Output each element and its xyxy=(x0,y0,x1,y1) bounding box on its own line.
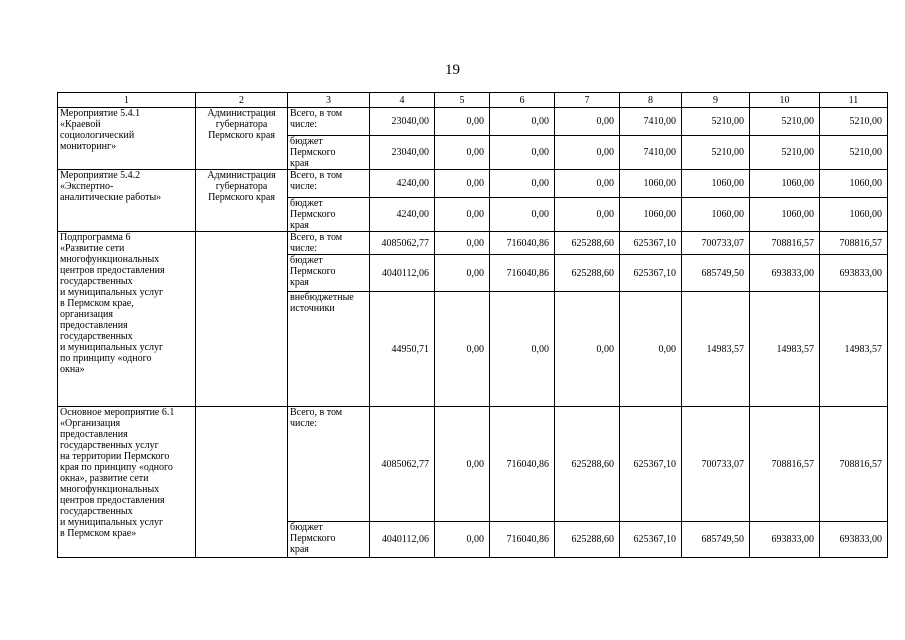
col-header-8: 8 xyxy=(620,93,682,108)
amount-cell: 708816,57 xyxy=(750,232,820,255)
amount-cell: 716040,86 xyxy=(490,255,555,292)
col-header-3: 3 xyxy=(288,93,370,108)
measure-name: Мероприятие 5.4.2 «Экспертно- аналитические работы» xyxy=(58,170,196,232)
amount-cell: 5210,00 xyxy=(820,108,888,136)
amount-cell: 0,00 xyxy=(555,136,620,170)
measure-name: Мероприятие 5.4.1 «Краевой социологический мониторинг» xyxy=(58,108,196,170)
col-header-11: 11 xyxy=(820,93,888,108)
funding-source: бюджет Пермского края xyxy=(288,198,370,232)
amount-cell: 625288,60 xyxy=(555,232,620,255)
funding-source: внебюджетные источники xyxy=(288,292,370,407)
amount-cell: 693833,00 xyxy=(750,522,820,558)
amount-cell: 0,00 xyxy=(555,292,620,407)
budget-table xyxy=(57,92,888,558)
table-row xyxy=(58,407,888,522)
amount-cell: 4040112,06 xyxy=(370,255,435,292)
amount-cell: 700733,07 xyxy=(682,407,750,522)
amount-cell: 693833,00 xyxy=(820,522,888,558)
amount-cell: 625288,60 xyxy=(555,255,620,292)
amount-cell: 0,00 xyxy=(435,170,490,198)
amount-cell: 1060,00 xyxy=(682,198,750,232)
amount-cell: 4085062,77 xyxy=(370,407,435,522)
amount-cell: 0,00 xyxy=(435,232,490,255)
amount-cell: 1060,00 xyxy=(820,198,888,232)
funding-source: бюджет Пермского края xyxy=(288,522,370,558)
amount-cell: 4240,00 xyxy=(370,170,435,198)
responsible-org xyxy=(196,232,288,407)
amount-cell: 0,00 xyxy=(555,170,620,198)
table-row xyxy=(58,232,888,255)
amount-cell: 4085062,77 xyxy=(370,232,435,255)
col-header-9: 9 xyxy=(682,93,750,108)
amount-cell: 0,00 xyxy=(490,108,555,136)
amount-cell: 0,00 xyxy=(435,136,490,170)
amount-cell: 0,00 xyxy=(555,108,620,136)
amount-cell: 1060,00 xyxy=(682,170,750,198)
amount-cell: 1060,00 xyxy=(750,198,820,232)
amount-cell: 5210,00 xyxy=(750,136,820,170)
amount-cell: 625367,10 xyxy=(620,255,682,292)
amount-cell: 716040,86 xyxy=(490,407,555,522)
amount-cell: 693833,00 xyxy=(820,255,888,292)
amount-cell: 5210,00 xyxy=(682,136,750,170)
col-header-10: 10 xyxy=(750,93,820,108)
amount-cell: 625367,10 xyxy=(620,232,682,255)
funding-source: Всего, в том числе: xyxy=(288,170,370,198)
amount-cell: 0,00 xyxy=(490,292,555,407)
amount-cell: 4240,00 xyxy=(370,198,435,232)
amount-cell: 700733,07 xyxy=(682,232,750,255)
page-number: 19 xyxy=(445,62,460,78)
amount-cell: 5210,00 xyxy=(682,108,750,136)
responsible-org: Администрация губернатора Пермского края xyxy=(196,108,288,170)
amount-cell: 0,00 xyxy=(435,292,490,407)
amount-cell: 7410,00 xyxy=(620,108,682,136)
responsible-org xyxy=(196,407,288,558)
amount-cell: 1060,00 xyxy=(750,170,820,198)
col-header-5: 5 xyxy=(435,93,490,108)
col-header-1: 1 xyxy=(58,93,196,108)
amount-cell: 44950,71 xyxy=(370,292,435,407)
amount-cell: 685749,50 xyxy=(682,255,750,292)
funding-source: бюджет Пермского края xyxy=(288,255,370,292)
amount-cell: 0,00 xyxy=(435,108,490,136)
amount-cell: 4040112,06 xyxy=(370,522,435,558)
funding-source: Всего, в том числе: xyxy=(288,232,370,255)
amount-cell: 0,00 xyxy=(490,170,555,198)
amount-cell: 693833,00 xyxy=(750,255,820,292)
amount-cell: 0,00 xyxy=(435,407,490,522)
amount-cell: 0,00 xyxy=(490,198,555,232)
col-header-2: 2 xyxy=(196,93,288,108)
measure-name: Основное мероприятие 6.1 «Организация предоставления государственных услуг на территории Пермского края по принципу «одного окна», развитие сети многофункциональных центров предоставления государственных и муниципальных услуг в Пермском крае» xyxy=(58,407,196,558)
amount-cell: 14983,57 xyxy=(750,292,820,407)
col-header-4: 4 xyxy=(370,93,435,108)
responsible-org: Администрация губернатора Пермского края xyxy=(196,170,288,232)
col-header-7: 7 xyxy=(555,93,620,108)
amount-cell: 625367,10 xyxy=(620,522,682,558)
amount-cell: 716040,86 xyxy=(490,522,555,558)
amount-cell: 0,00 xyxy=(435,255,490,292)
table-row xyxy=(58,108,888,136)
funding-source: Всего, в том числе: xyxy=(288,108,370,136)
amount-cell: 1060,00 xyxy=(820,170,888,198)
amount-cell: 7410,00 xyxy=(620,136,682,170)
amount-cell: 1060,00 xyxy=(620,198,682,232)
amount-cell: 625288,60 xyxy=(555,522,620,558)
amount-cell: 708816,57 xyxy=(820,232,888,255)
amount-cell: 0,00 xyxy=(555,198,620,232)
amount-cell: 5210,00 xyxy=(750,108,820,136)
amount-cell: 625367,10 xyxy=(620,407,682,522)
amount-cell: 708816,57 xyxy=(820,407,888,522)
amount-cell: 708816,57 xyxy=(750,407,820,522)
amount-cell: 5210,00 xyxy=(820,136,888,170)
amount-cell: 14983,57 xyxy=(682,292,750,407)
table-row xyxy=(58,170,888,198)
amount-cell: 0,00 xyxy=(490,136,555,170)
amount-cell: 14983,57 xyxy=(820,292,888,407)
amount-cell: 716040,86 xyxy=(490,232,555,255)
amount-cell: 0,00 xyxy=(435,522,490,558)
funding-source: Всего, в том числе: xyxy=(288,407,370,522)
amount-cell: 625288,60 xyxy=(555,407,620,522)
funding-source: бюджет Пермского края xyxy=(288,136,370,170)
amount-cell: 23040,00 xyxy=(370,136,435,170)
amount-cell: 685749,50 xyxy=(682,522,750,558)
amount-cell: 1060,00 xyxy=(620,170,682,198)
amount-cell: 23040,00 xyxy=(370,108,435,136)
amount-cell: 0,00 xyxy=(620,292,682,407)
amount-cell: 0,00 xyxy=(435,198,490,232)
header-row xyxy=(58,93,888,108)
measure-name: Подпрограмма 6 «Развитие сети многофункциональных центров предоставления государственных и муниципальных услуг в Пермском крае, организация предоставления государственных и муниципальных услуг по принципу «одного окна» xyxy=(58,232,196,407)
col-header-6: 6 xyxy=(490,93,555,108)
